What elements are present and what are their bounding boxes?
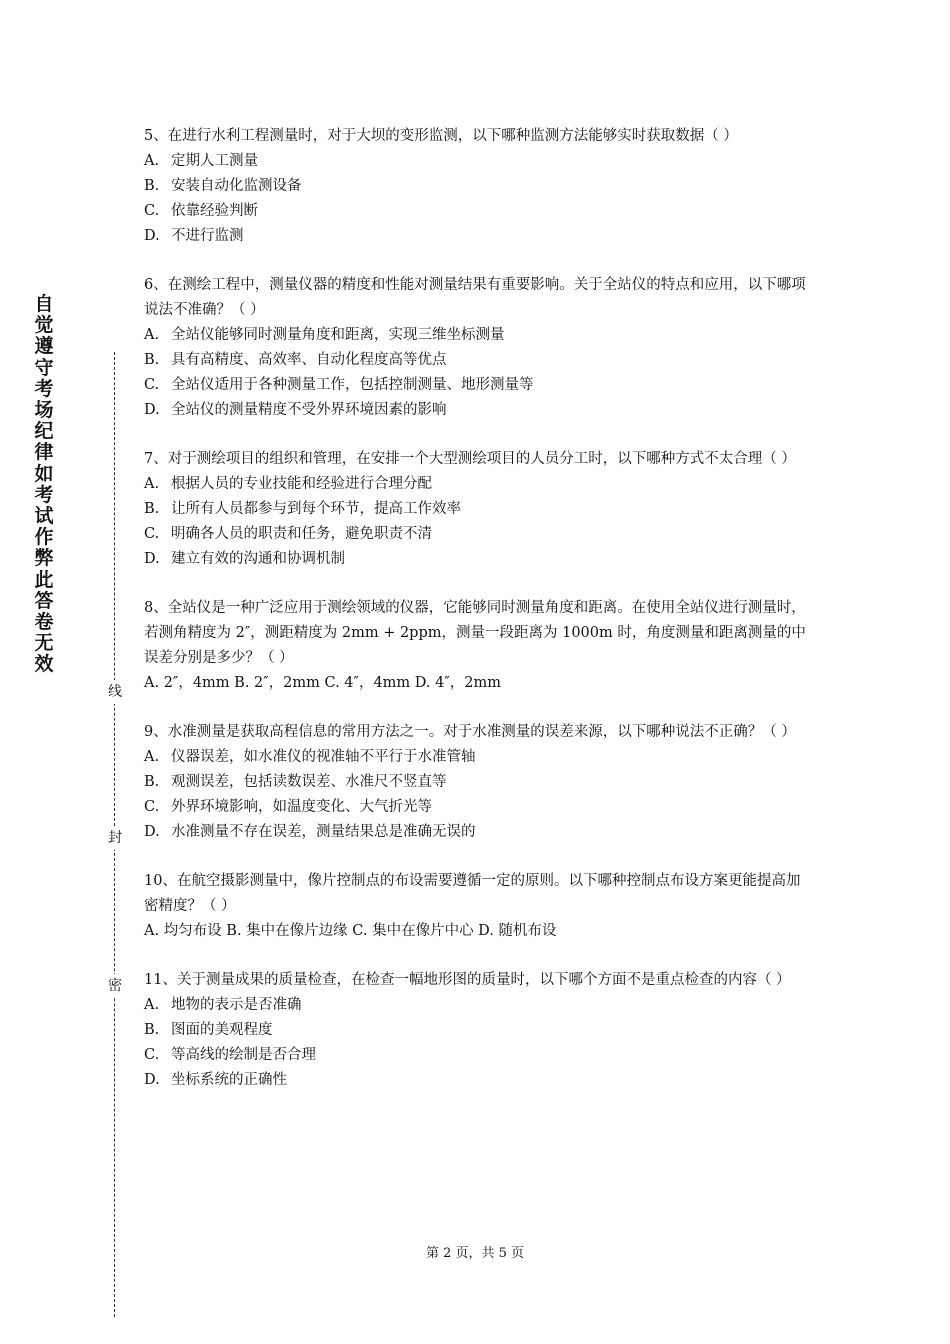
- option-letter: D.: [144, 402, 160, 418]
- question-7: [144, 447, 812, 572]
- option-text: 地物的表示是否准确: [171, 997, 302, 1013]
- option-c: [144, 795, 812, 820]
- inline-options: A. 均匀布设 B. 集中在像片边缘 C. 集中在像片中心 D. 随机布设: [144, 923, 557, 939]
- option-text: 坐标系统的正确性: [171, 1072, 287, 1088]
- option-text: 图面的美观程度: [171, 1022, 273, 1038]
- option-a: [144, 745, 812, 770]
- option-a: [144, 993, 812, 1018]
- option-b: [144, 174, 812, 199]
- option-text: 定期人工测量: [171, 153, 258, 169]
- option-letter: B.: [144, 774, 160, 790]
- option-c: [144, 199, 812, 224]
- question-stem: 5、在进行水利工程测量时，对于大坝的变形监测，以下哪种监测方法能够实时获取数据（ ）: [144, 128, 738, 144]
- option-d: [144, 398, 812, 423]
- option-letter: A.: [144, 153, 160, 169]
- option-text: 不进行监测: [171, 228, 244, 244]
- option-c: [144, 522, 812, 547]
- question-stem: 11、关于测量成果的质量检查，在检查一幅地形图的质量时，以下哪个方面不是重点检查的内容（ ）: [144, 972, 791, 988]
- option-letter: D.: [144, 1072, 160, 1088]
- question-5: [144, 124, 812, 249]
- inline-options: A. 2″，4mm B. 2″，2mm C. 4″，4mm D. 4″，2mm: [144, 675, 501, 691]
- option-text: 等高线的绘制是否合理: [171, 1047, 316, 1063]
- option-letter: A.: [144, 749, 160, 765]
- option-letter: C.: [144, 203, 160, 219]
- question-11: [144, 968, 812, 1093]
- option-text: 全站仪能够同时测量角度和距离，实现三维坐标测量: [171, 327, 505, 343]
- option-text: 让所有人员都参与到每个环节，提高工作效率: [171, 501, 461, 517]
- option-letter: A.: [144, 476, 160, 492]
- binding-label-line: 线: [104, 680, 126, 704]
- option-letter: B.: [144, 352, 160, 368]
- question-stem: 9、水准测量是获取高程信息的常用方法之一。对于水准测量的误差来源，以下哪种说法不正确？（ ）: [144, 724, 796, 740]
- option-d: [144, 224, 812, 249]
- option-text: 建立有效的沟通和协调机制: [171, 551, 345, 567]
- option-c: [144, 373, 812, 398]
- option-b: [144, 497, 812, 522]
- option-text: 全站仪的测量精度不受外界环境因素的影响: [171, 402, 447, 418]
- option-text: 外界环境影响，如温度变化、大气折光等: [171, 799, 432, 815]
- option-a: [144, 149, 812, 174]
- question-stem: 6、在测绘工程中，测量仪器的精度和性能对测量结果有重要影响。关于全站仪的特点和应用，以下哪项说法不准确？（ ）: [144, 277, 806, 318]
- option-text: 观测误差，包括读数误差、水准尺不竖直等: [171, 774, 447, 790]
- option-text: 明确各人员的职责和任务，避免职责不清: [171, 526, 432, 542]
- option-letter: D.: [144, 228, 160, 244]
- option-letter: D.: [144, 551, 160, 567]
- question-8: [144, 596, 812, 696]
- option-letter: B.: [144, 501, 160, 517]
- option-letter: A.: [144, 997, 160, 1013]
- binding-label-seal: 封: [104, 826, 126, 850]
- option-b: [144, 348, 812, 373]
- question-stem: 8、全站仪是一种广泛应用于测绘领域的仪器，它能够同时测量角度和距离。在使用全站仪进行测量时，若测角精度为 2″，测距精度为 2mm + 2ppm，测量一段距离为 1000m 时，角度测量和距离测量的中误差分别是多少？（ ）: [144, 600, 806, 666]
- option-c: [144, 1043, 812, 1068]
- question-list: [144, 124, 812, 1117]
- option-d: [144, 547, 812, 572]
- page-footer: 第 2 页，共 5 页: [425, 1246, 525, 1261]
- option-text: 根据人员的专业技能和经验进行合理分配: [171, 476, 432, 492]
- option-letter: B.: [144, 1022, 160, 1038]
- option-letter: C.: [144, 799, 160, 815]
- option-letter: C.: [144, 526, 160, 542]
- option-b: [144, 770, 812, 795]
- option-text: 依靠经验判断: [171, 203, 258, 219]
- option-a: [144, 472, 812, 497]
- option-text: 水准测量不存在误差，测量结果总是准确无误的: [171, 824, 476, 840]
- option-b: [144, 1018, 812, 1043]
- side-notice: 自觉遵守考场纪律如考试作弊此答卷无效: [34, 293, 54, 676]
- option-letter: C.: [144, 1047, 160, 1063]
- option-text: 安装自动化监测设备: [171, 178, 302, 194]
- question-stem: 7、对于测绘项目的组织和管理，在安排一个大型测绘项目的人员分工时，以下哪种方式不太合理（ ）: [144, 451, 796, 467]
- option-d: [144, 820, 812, 845]
- option-a: [144, 323, 812, 348]
- question-9: [144, 720, 812, 845]
- option-text: 仪器误差，如水准仪的视准轴不平行于水准管轴: [171, 749, 476, 765]
- option-letter: C.: [144, 377, 160, 393]
- option-letter: D.: [144, 824, 160, 840]
- option-text: 全站仪适用于各种测量工作，包括控制测量、地形测量等: [171, 377, 534, 393]
- binding-label-secret: 密: [104, 974, 126, 998]
- option-letter: B.: [144, 178, 160, 194]
- option-letter: A.: [144, 327, 160, 343]
- question-stem: 10、在航空摄影测量中，像片控制点的布设需要遵循一定的原则。以下哪种控制点布设方案更能提高加密精度？（ ）: [144, 873, 801, 914]
- question-10: [144, 869, 812, 944]
- option-text: 具有高精度、高效率、自动化程度高等优点: [171, 352, 447, 368]
- option-d: [144, 1068, 812, 1093]
- question-6: [144, 273, 812, 423]
